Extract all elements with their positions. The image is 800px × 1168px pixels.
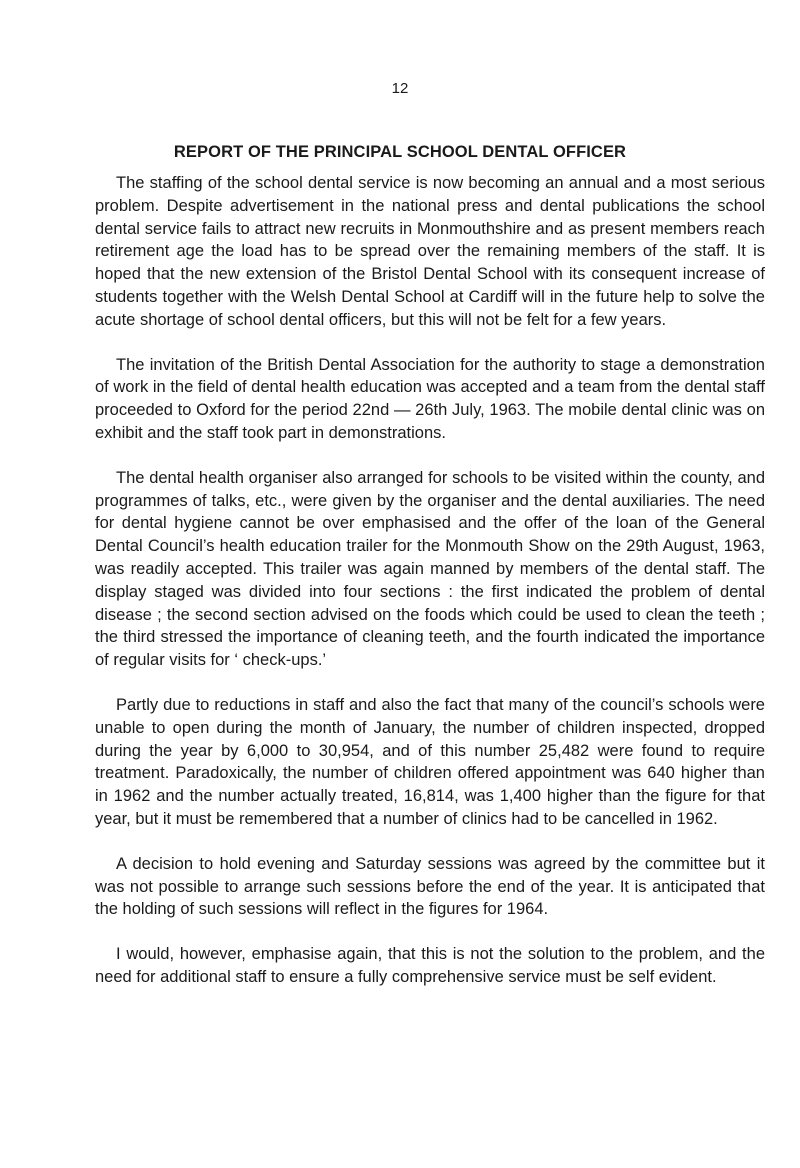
- report-body: [95, 172, 765, 1011]
- paragraph-health-organiser: The dental health organiser also arranged for schools to be visited within the county, and programmes of talks, etc., were given by the organiser and the dental auxiliaries. The need for dental hygiene cannot be over emphasised and the offer of the loan of the General Dental Council’s health education trailer for the Monmouth Show on the 29th August, 1963, was readily accepted. This trailer was again manned by members of the dental staff. The display staged was divided into four sections : the first indicated the problem of dental disease ; the second section advised on the foods which could be used to clean the teeth ; the third stressed the importance of cleaning teeth, and the fourth indicated the importance of regular visits for ‘ check-ups.’: [95, 468, 765, 670]
- paragraph-bda-invitation: The invitation of the British Dental Association for the authority to stage a demonstration of work in the field of dental health education was accepted and a team from the dental staff proceeded to Oxford for the period 22nd — 26th July, 1963. The mobile dental clinic was on exhibit and the staff took part in demonstrations.: [95, 355, 765, 442]
- paragraph-inspection-figures: Partly due to reductions in staff and also the fact that many of the council’s schools were unable to open during the month of January, the number of children inspected, dropped during the year by 6,000 to 30,954, and of this number 25,482 were found to require treatment. Paradoxically, the number of children offered appointment was 640 higher than in 1962 and the number actually treated, 16,814, was 1,400 higher than the figure for that year, but it must be remembered that a number of clinics had to be cancelled in 1962.: [95, 695, 765, 828]
- page-number: 12: [391, 80, 409, 97]
- paragraph-conclusion: I would, however, emphasise again, that this is not the solution to the problem, and the need for additional staff to ensure a fully comprehensive service must be self evident.: [95, 945, 765, 986]
- report-title: REPORT OF THE PRINCIPAL SCHOOL DENTAL OFFICER: [173, 143, 627, 161]
- paragraph-evening-sessions: A decision to hold evening and Saturday sessions was agreed by the committee but it was not possible to arrange such sessions before the end of the year. It is anticipated that the holding of such sessions will reflect in the figures for 1964.: [95, 854, 765, 919]
- paragraph-staffing: The staffing of the school dental service is now becoming an annual and a most serious problem. Despite advertisement in the national press and dental publications the school dental service fails to attract new recruits in Monmouthshire and as present members reach retirement age the load has to be spread over the remaining members of the staff. It is hoped that the new extension of the Bristol Dental School with its consequent increase of students together with the Welsh Dental School at Cardiff will in the future help to solve the acute shortage of school dental officers, but this will not be felt for a few years.: [95, 174, 765, 329]
